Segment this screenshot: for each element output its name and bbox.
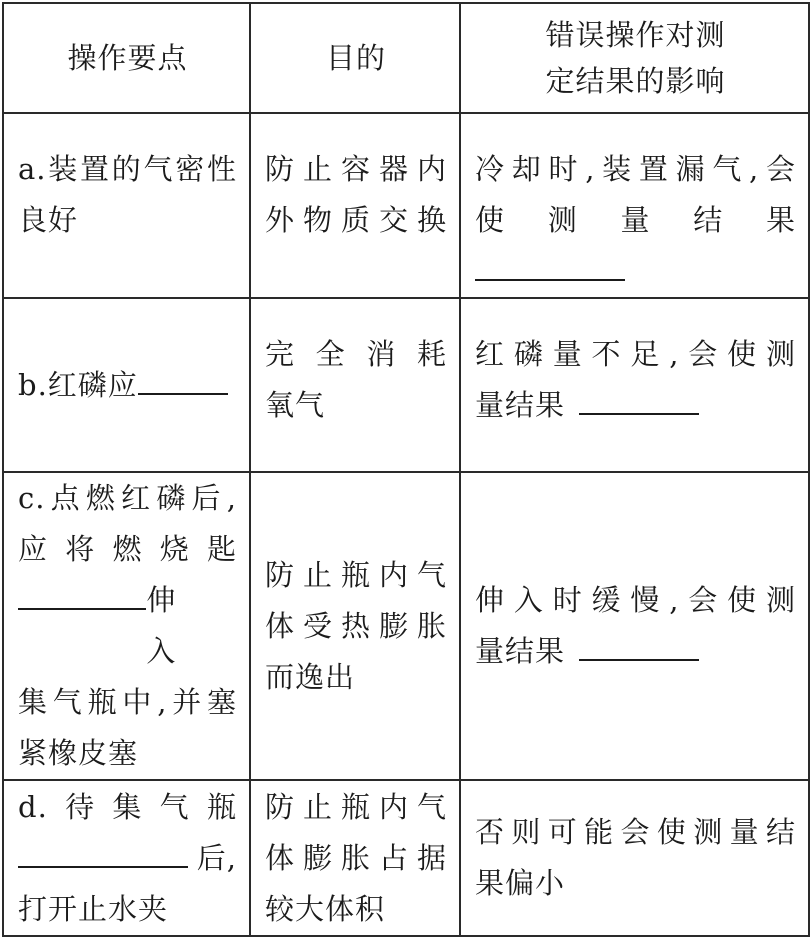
- row-d-point-line3: 打开止水夹: [18, 891, 169, 926]
- cell-error-effect: [460, 780, 809, 936]
- cell-purpose: [250, 113, 460, 298]
- table-row: [3, 472, 809, 780]
- experiment-table: [2, 2, 810, 937]
- table-row: [3, 298, 809, 472]
- cell-error-effect: [460, 472, 809, 780]
- row-c-point-line5: 紧橡皮塞: [18, 736, 139, 770]
- header-operation-points: [3, 3, 250, 113]
- cell-purpose: [250, 472, 460, 780]
- header-purpose: [250, 3, 460, 113]
- cell-error-effect: [460, 113, 809, 298]
- header-row: [3, 3, 809, 113]
- row-b-point-line1: b.红磷应: [18, 367, 138, 402]
- answer-blank-c-point[interactable]: [18, 576, 146, 610]
- cell-purpose: [250, 780, 460, 936]
- header-operation-points-text: 操作要点: [67, 41, 188, 75]
- cell-error-effect: [460, 298, 809, 472]
- row-c-purpose-line3: 而逸出: [265, 659, 356, 694]
- row-a-effect-line1: 冷却时,装置漏气,会: [475, 152, 796, 186]
- cell-operation-point: [3, 780, 250, 936]
- answer-blank-d-point[interactable]: [18, 834, 188, 868]
- answer-blank-a-effect[interactable]: [475, 247, 625, 281]
- header-error-effect: [460, 3, 809, 113]
- row-d-purpose-line2: 体膨胀占据: [265, 840, 447, 875]
- answer-blank-c-effect[interactable]: [579, 627, 699, 661]
- table-row: [3, 113, 809, 298]
- row-c-effect-line1: 伸入时缓慢,会使测: [475, 583, 796, 617]
- row-b-effect-line2: 量结果: [475, 388, 566, 422]
- row-a-purpose-line1: 防止容器内: [265, 152, 447, 186]
- row-c-point-line1: c.点燃红磷后,: [18, 481, 237, 515]
- row-c-point-line2: 应将燃烧匙: [18, 532, 237, 566]
- answer-blank-b-effect[interactable]: [579, 381, 699, 415]
- row-d-effect-line2: 果偏小: [475, 866, 566, 900]
- cell-operation-point: [3, 113, 250, 298]
- row-d-point-line1: d.待集气瓶: [18, 789, 237, 824]
- cell-operation-point: [3, 472, 250, 780]
- row-b-effect-line1: 红磷量不足,会使测: [475, 337, 796, 371]
- header-error-effect-line2: 定结果的影响: [545, 64, 726, 98]
- answer-blank-b-point[interactable]: [138, 361, 228, 395]
- row-b-purpose-line1: 完全消耗: [265, 337, 447, 371]
- row-c-point-line4: 集气瓶中,并塞: [18, 685, 237, 719]
- row-d-purpose-line3: 较大体积: [265, 891, 386, 926]
- row-c-point-line3: 伸入: [146, 583, 200, 668]
- cell-operation-point: [3, 298, 250, 472]
- row-d-purpose-line1: 防止瓶内气: [265, 789, 447, 824]
- row-a-point-line2: 良好: [18, 203, 79, 237]
- header-purpose-text: 目的: [325, 41, 386, 75]
- row-c-effect-line2: 量结果: [475, 634, 566, 668]
- row-b-purpose-line2: 氧气: [265, 388, 326, 422]
- row-d-effect-line1: 否则可能会使测量结: [475, 815, 796, 849]
- row-d-point-line2: 后,: [196, 840, 237, 875]
- row-a-purpose-line2: 外物质交换: [265, 203, 447, 237]
- cell-purpose: [250, 298, 460, 472]
- header-error-effect-line1: 错误操作对测: [545, 18, 726, 52]
- table-row: [3, 780, 809, 936]
- row-c-purpose-line2: 体受热膨胀: [265, 608, 447, 643]
- row-a-effect-line2: 使测量结果: [475, 203, 796, 237]
- row-a-point-line1: a.装置的气密性: [18, 152, 237, 186]
- row-c-purpose-line1: 防止瓶内气: [265, 557, 447, 592]
